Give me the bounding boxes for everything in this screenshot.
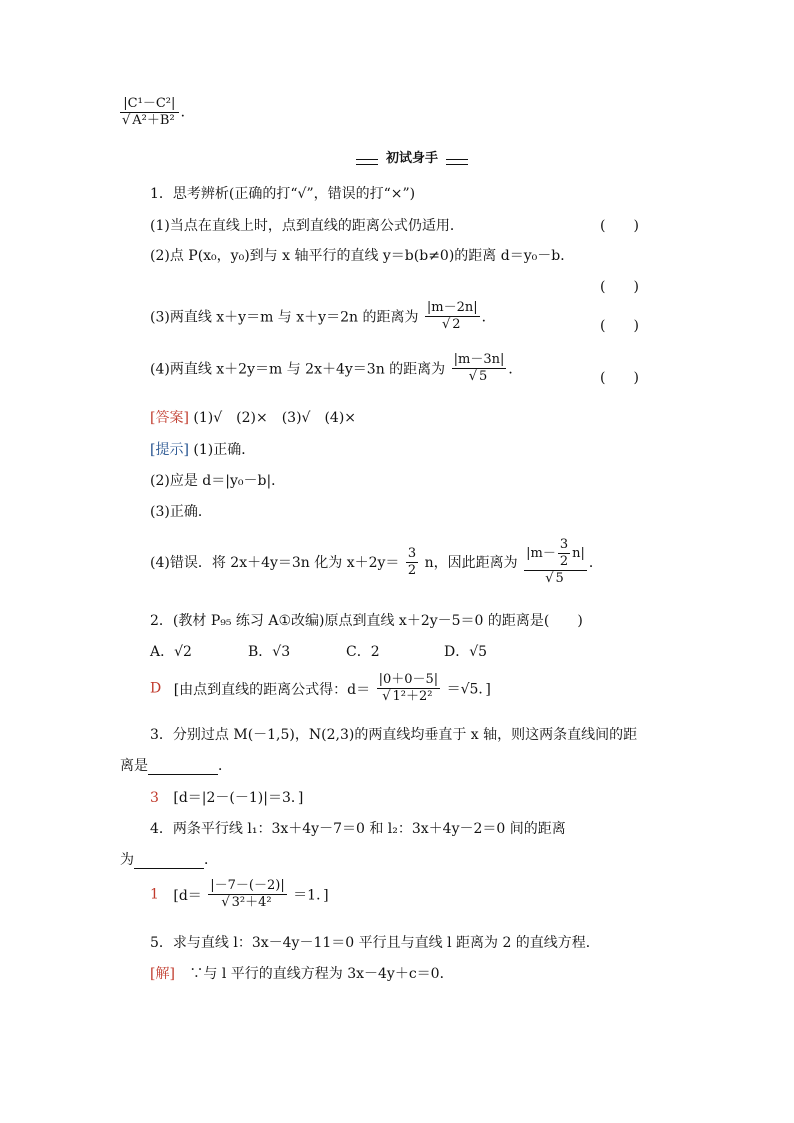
q1-item-1-paren: ( ) xyxy=(600,218,639,234)
q1-item-3: (3)两直线 x＋y＝m 与 x＋y＝2n 的距离为 xyxy=(150,309,419,326)
q1-item-2: (2)点 P(x₀，y₀)到与 x 轴平行的直线 y＝b(b≠0)的距离 d＝y₀－b． xyxy=(150,248,575,264)
q4-explain-a: [d＝ xyxy=(173,887,202,904)
q3-blank xyxy=(148,760,218,775)
q1-answer: (1)√ (2)× (3)√ (4)× xyxy=(193,410,357,426)
q2-explain-a: [由点到直线的距离公式得：d＝ xyxy=(173,681,371,698)
q2-answer: D xyxy=(150,680,162,697)
q5-tag: [解] xyxy=(150,966,175,982)
q1-hint-3: (3)正确． xyxy=(150,504,212,520)
q4-answer-row: 1 [d＝ $\frac{|-7-(-2)|}{\text{√ 3²＋4²}}$ ＝1．] xyxy=(150,878,329,910)
q1-hint-row xyxy=(150,439,255,459)
q2-explain-num: |0＋0－5| xyxy=(378,672,439,687)
q1-hint-4-frac-den: 2 xyxy=(407,562,417,578)
q4-explain-den: 3²＋4² xyxy=(231,895,272,910)
q4-explain-b: ＝1．] xyxy=(293,887,329,904)
q1-hint-4-b: n，因此距离为 xyxy=(424,555,518,571)
q4-stem-2-row: 为 ． xyxy=(120,852,218,868)
q1-stem: 1．思考辨析(正确的打“√”，错误的打“×”) xyxy=(150,186,416,202)
q2-option-c: C．2 xyxy=(346,644,380,660)
top-formula-num: |C¹－C²| xyxy=(120,96,179,113)
q1-item-3-den: 2 xyxy=(452,317,461,332)
q1-hint-4-dist-den: 5 xyxy=(555,571,564,586)
q1-hint-4-frac-num: 3 xyxy=(407,545,417,561)
q1-hint-1: (1)正确． xyxy=(193,442,256,458)
top-formula-den: A²＋B² xyxy=(132,113,175,128)
q3-stem-2-row: 离是 ． xyxy=(120,758,232,774)
q5-solution-row xyxy=(150,963,454,983)
q3-answer: 3 xyxy=(150,790,159,806)
q1-item-3-row: (3)两直线 x＋y＝m 与 x＋y＝2n 的距离为 $\frac{|m-2n|}{√ 2}$ ． xyxy=(150,300,496,332)
q1-item-4-row: (4)两直线 x＋2y＝m 与 2x＋4y＝3n 的距离为 $\frac{|m-3n|}{√ 5}$ ． xyxy=(150,352,523,384)
q2-answer-row: D [由点到直线的距离公式得：d＝ $\frac{|0+0-5|}{\text{√ 1²＋2²}}$ ＝√5．] xyxy=(150,672,491,704)
q3-explain: [d＝|2－(－1)|＝3．] xyxy=(173,790,304,806)
q4-stem-2: 为 xyxy=(120,852,134,868)
q2-option-a: A．√2 xyxy=(150,644,192,660)
q1-hint-4-a: (4)错误．将 2x＋4y＝3n 化为 x＋2y＝ xyxy=(150,555,400,571)
q1-hint-4-dist-num: |m－ $\frac{3}{2}$ n| xyxy=(526,537,585,569)
q3-stem-2: 离是 xyxy=(120,758,148,774)
section-title: 初试身手 xyxy=(360,150,464,168)
q2-option-b: B．√3 xyxy=(248,644,291,660)
q2-option-d: D．√5 xyxy=(444,644,488,660)
q1-item-4: (4)两直线 x＋2y＝m 与 2x＋4y＝3n 的距离为 xyxy=(150,361,446,378)
q1-item-4-paren: ( ) xyxy=(600,370,639,386)
answer-tag: [答案] xyxy=(150,410,189,426)
q1-item-4-den: 5 xyxy=(479,369,488,384)
q1-item-2-paren: ( ) xyxy=(600,279,639,295)
q5-line-1: ∵与 l 平行的直线方程为 3x－4y＋c＝0． xyxy=(189,966,454,982)
q1-item-3-num: |m－2n| xyxy=(426,300,478,315)
q4-stem-1: 4．两条平行线 l₁：3x＋4y－7＝0 和 l₂：3x＋4y－2＝0 间的距离 xyxy=(150,821,566,837)
q4-blank xyxy=(134,854,204,869)
q3-stem-1: 3．分别过点 M(－1,5)，N(2,3)的两直线均垂直于 x 轴，则这两条直线间的距 xyxy=(150,727,638,743)
q1-hint-4-row: (4)错误．将 2x＋4y＝3n 化为 x＋2y＝ $\frac{3}{2}$ n，因此距离为 |m－ $\frac{3}{2}$ n| √ 5 ． xyxy=(150,537,603,586)
q2-explain-b: ＝√5．] xyxy=(446,681,491,698)
q1-item-3-paren: ( ) xyxy=(600,318,639,334)
q2-explain-den: 1²＋2² xyxy=(392,689,433,704)
top-formula: $\frac{\text{|C¹－C²|}}{\text{√ A²＋B²}}$ ． xyxy=(122,96,195,128)
q5-stem: 5．求与直线 l：3x－4y－11＝0 平行且与直线 l 距离为 2 的直线方程． xyxy=(150,935,600,951)
q1-item-4-num: |m－3n| xyxy=(453,352,505,367)
q3-answer-row xyxy=(150,787,303,807)
q1-answer-row xyxy=(150,407,356,427)
q4-explain-num: |－7－(－2)| xyxy=(210,878,285,893)
q4-answer: 1 xyxy=(150,886,159,903)
hint-tag: [提示] xyxy=(150,442,189,458)
q2-options xyxy=(150,641,487,661)
q1-item-1: (1)当点在直线上时，点到直线的距离公式仍适用． xyxy=(150,218,464,234)
q1-hint-2: (2)应是 d＝|y₀－b|． xyxy=(150,473,286,489)
q2-stem: 2．(教材 P₉₅ 练习 A①改编)原点到直线 x＋2y－5＝0 的距离是( ) xyxy=(150,613,583,629)
